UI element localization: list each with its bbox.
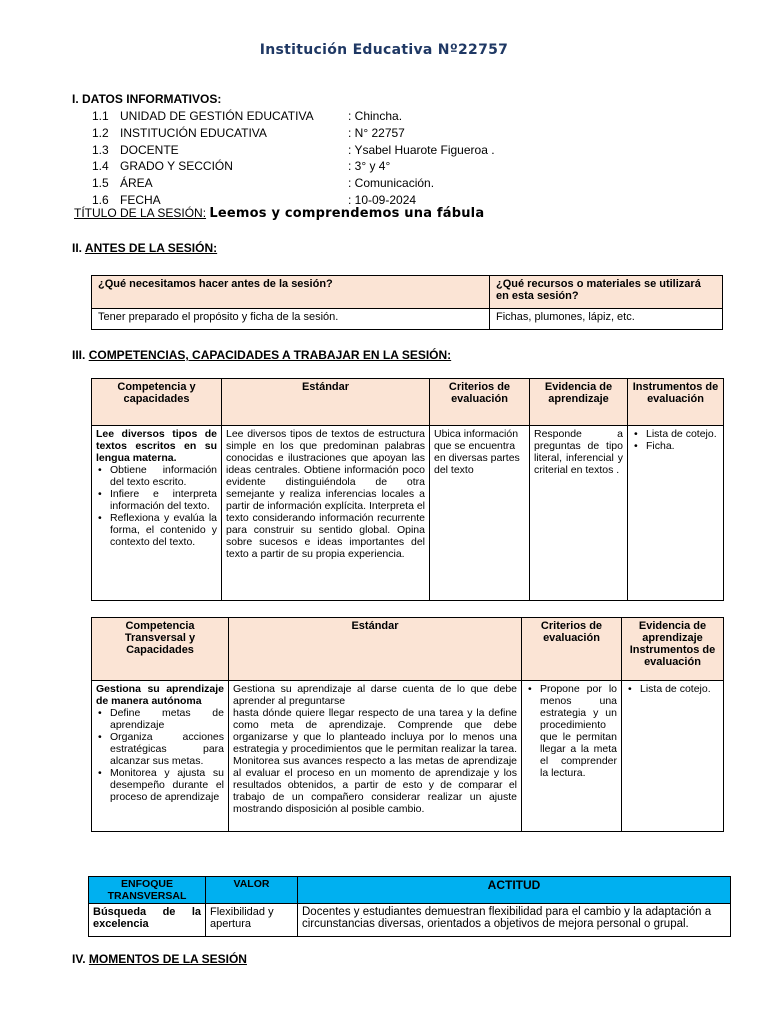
- actitud-header: ACTITUD: [298, 877, 731, 904]
- info-row: [92, 158, 495, 175]
- comp-cell-estandar: Lee diversos tipos de textos de estructura simple en los que predominan palabras conocidas e ilustraciones que apoyan las ideas centrales. Obtiene información poco evidente distinguiéndola de otra semejante y realiza inferencias locales a partir de información explícita. Interpreta el texto considerando información recurrente para construir su sentido global. Opina sobre sucesos e ideas importantes del texto a partir de su propia experiencia.: [222, 426, 430, 601]
- info-value: : Ysabel Huarote Figueroa .: [348, 142, 495, 157]
- comp-cell-evidencia: Responde a preguntas de tipo literal, inferencial y criterial en textos .: [530, 426, 628, 601]
- info-value: : 10-09-2024: [348, 192, 417, 207]
- info-row: [92, 125, 495, 142]
- info-value: : N° 22757: [348, 125, 405, 140]
- section-4-title: MOMENTOS DE LA SESIÓN: [88, 952, 247, 966]
- info-label: UNIDAD DE GESTIÓN EDUCATIVA: [120, 109, 314, 123]
- info-label: ÁREA: [120, 176, 153, 191]
- comp-header: Criterios de evaluación: [430, 379, 530, 426]
- info-row: [92, 142, 495, 159]
- info-value: : 3° y 4°: [348, 159, 391, 174]
- instrumentos-list: [632, 428, 719, 452]
- list-item: • Infiere e interpreta información del texto.: [106, 488, 217, 512]
- trans-cell-criterios: [522, 681, 622, 832]
- info-num: 1.5: [92, 176, 109, 191]
- trans-cell-evidencia: [622, 681, 724, 832]
- session-title-value: Leemos y comprendemos una fábula: [209, 206, 485, 221]
- trans-header: Evidencia de aprendizaje Instrumentos de evaluación: [622, 618, 724, 681]
- antes-value-2: Fichas, plumones, lápiz, etc.: [490, 309, 723, 330]
- trans-cell-competencia: [92, 681, 229, 832]
- comp-header: Estándar: [222, 379, 430, 426]
- info-num: 1.6: [92, 192, 109, 207]
- session-title-label: TÍTULO DE LA SESIÓN:: [74, 206, 207, 220]
- info-num: 1.3: [92, 142, 109, 157]
- comp-cell-instrumentos: [628, 426, 724, 601]
- list-item: • Obtiene información del texto escrito.: [106, 464, 217, 488]
- actitud-value: Docentes y estudiantes demuestran flexibilidad para el cambio y la adaptación a circunstancias diversas, orientados a objetivos de mejora personal o grupal.: [298, 904, 731, 937]
- enfoque-value: Búsqueda de la excelencia: [89, 904, 206, 937]
- list-item: • Propone por lo menos una estrategia y un procedimiento que le permitan llegar a la meta el comprender la lectura.: [536, 683, 617, 779]
- capacidades-list: [96, 464, 217, 548]
- session-title: [74, 206, 484, 221]
- comp-cell-competencia: [92, 426, 222, 601]
- section-2-title: ANTES DE LA SESIÓN:: [84, 241, 218, 255]
- list-item: • Define metas de aprendizaje: [106, 707, 224, 731]
- estandar-line: Gestiona su aprendizaje al darse cuenta de lo que debe aprender al preguntarse: [233, 683, 517, 707]
- info-value: : Comunicación.: [348, 176, 435, 191]
- competencias-table: [91, 378, 724, 601]
- info-label: DOCENTE: [120, 142, 179, 157]
- evidencia-list: [626, 683, 719, 695]
- comp-header: Evidencia de aprendizaje: [530, 379, 628, 426]
- capacidades-list: [96, 707, 224, 803]
- section-3-title: COMPETENCIAS, CAPACIDADES A TRABAJAR EN LA SESIÓN:: [88, 348, 452, 362]
- antes-header-1: ¿Qué necesitamos hacer antes de la sesión?: [92, 276, 490, 309]
- enfoque-header: ENFOQUE TRANSVERSAL: [89, 877, 206, 904]
- antes-value-1: Tener preparado el propósito y ficha de la sesión.: [92, 309, 490, 330]
- info-row: [92, 108, 495, 125]
- info-label: FECHA: [120, 192, 161, 207]
- info-num: 1.1: [92, 109, 109, 123]
- section-3-num: III.: [72, 348, 86, 362]
- info-row: [92, 175, 495, 192]
- section-2-heading: [72, 241, 217, 255]
- page-title: Institución Educativa Nº22757: [259, 42, 509, 58]
- competencia-name: Gestiona su aprendizaje de manera autónoma: [96, 683, 224, 707]
- section-2-num: II.: [72, 241, 83, 255]
- trans-cell-estandar: [229, 681, 522, 832]
- list-item: • Organiza acciones estratégicas para alcanzar sus metas.: [106, 731, 224, 767]
- section-4-num: IV.: [72, 952, 86, 966]
- competencia-name: Lee diversos tipos de textos escritos en su lengua materna.: [96, 428, 217, 464]
- section-1-heading: I. DATOS INFORMATIVOS:: [72, 92, 222, 106]
- list-item: • Lista de cotejo.: [642, 428, 719, 440]
- valor-value: Flexibilidad y apertura: [206, 904, 298, 937]
- criterios-list: [526, 683, 617, 779]
- comp-header: Instrumentos de evaluación: [628, 379, 724, 426]
- transversal-table: [91, 617, 724, 832]
- valor-header: VALOR: [206, 877, 298, 904]
- list-item: • Monitorea y ajusta su desempeño durante el proceso de aprendizaje: [106, 767, 224, 803]
- antes-header-2: ¿Qué recursos o materiales se utilizará en esta sesión?: [490, 276, 723, 309]
- section-4-heading: [72, 952, 247, 966]
- trans-header: Competencia Transversal y Capacidades: [92, 618, 229, 681]
- comp-header: Competencia y capacidades: [92, 379, 222, 426]
- estandar-text: hasta dónde quiere llegar respecto de una tarea y la define como meta de aprendizaje. Comprende que debe organizarse y que lo planteado incluya por lo menos una estrategia y procedimientos que le permitan realizar la tarea. Monitorea sus avances respecto a las metas de aprendizaje al evaluar el proceso en un momento de aprendizaje y los resultados obtenidos, a partir de esto y de comparar el trabajo de un compañero considerar realizar un ajuste mostrando disposición al posible cambio.: [233, 707, 517, 815]
- list-item: • Ficha.: [642, 440, 719, 452]
- trans-header: Criterios de evaluación: [522, 618, 622, 681]
- comp-cell-criterios: Ubica información que se encuentra en diversas partes del texto: [430, 426, 530, 601]
- info-num: 1.2: [92, 125, 109, 140]
- antes-table: [91, 275, 723, 330]
- info-label: INSTITUCIÓN EDUCATIVA: [120, 125, 267, 140]
- list-item: • Reflexiona y evalúa la forma, el contenido y contexto del texto.: [106, 512, 217, 548]
- info-num: 1.4: [92, 159, 109, 174]
- enfoque-table: [88, 876, 731, 937]
- info-value: : Chincha.: [348, 109, 403, 123]
- list-item: • Lista de cotejo.: [636, 683, 719, 695]
- trans-header: Estándar: [229, 618, 522, 681]
- info-label: GRADO Y SECCIÓN: [120, 159, 233, 174]
- info-list: [92, 108, 495, 209]
- section-3-heading: [72, 348, 451, 362]
